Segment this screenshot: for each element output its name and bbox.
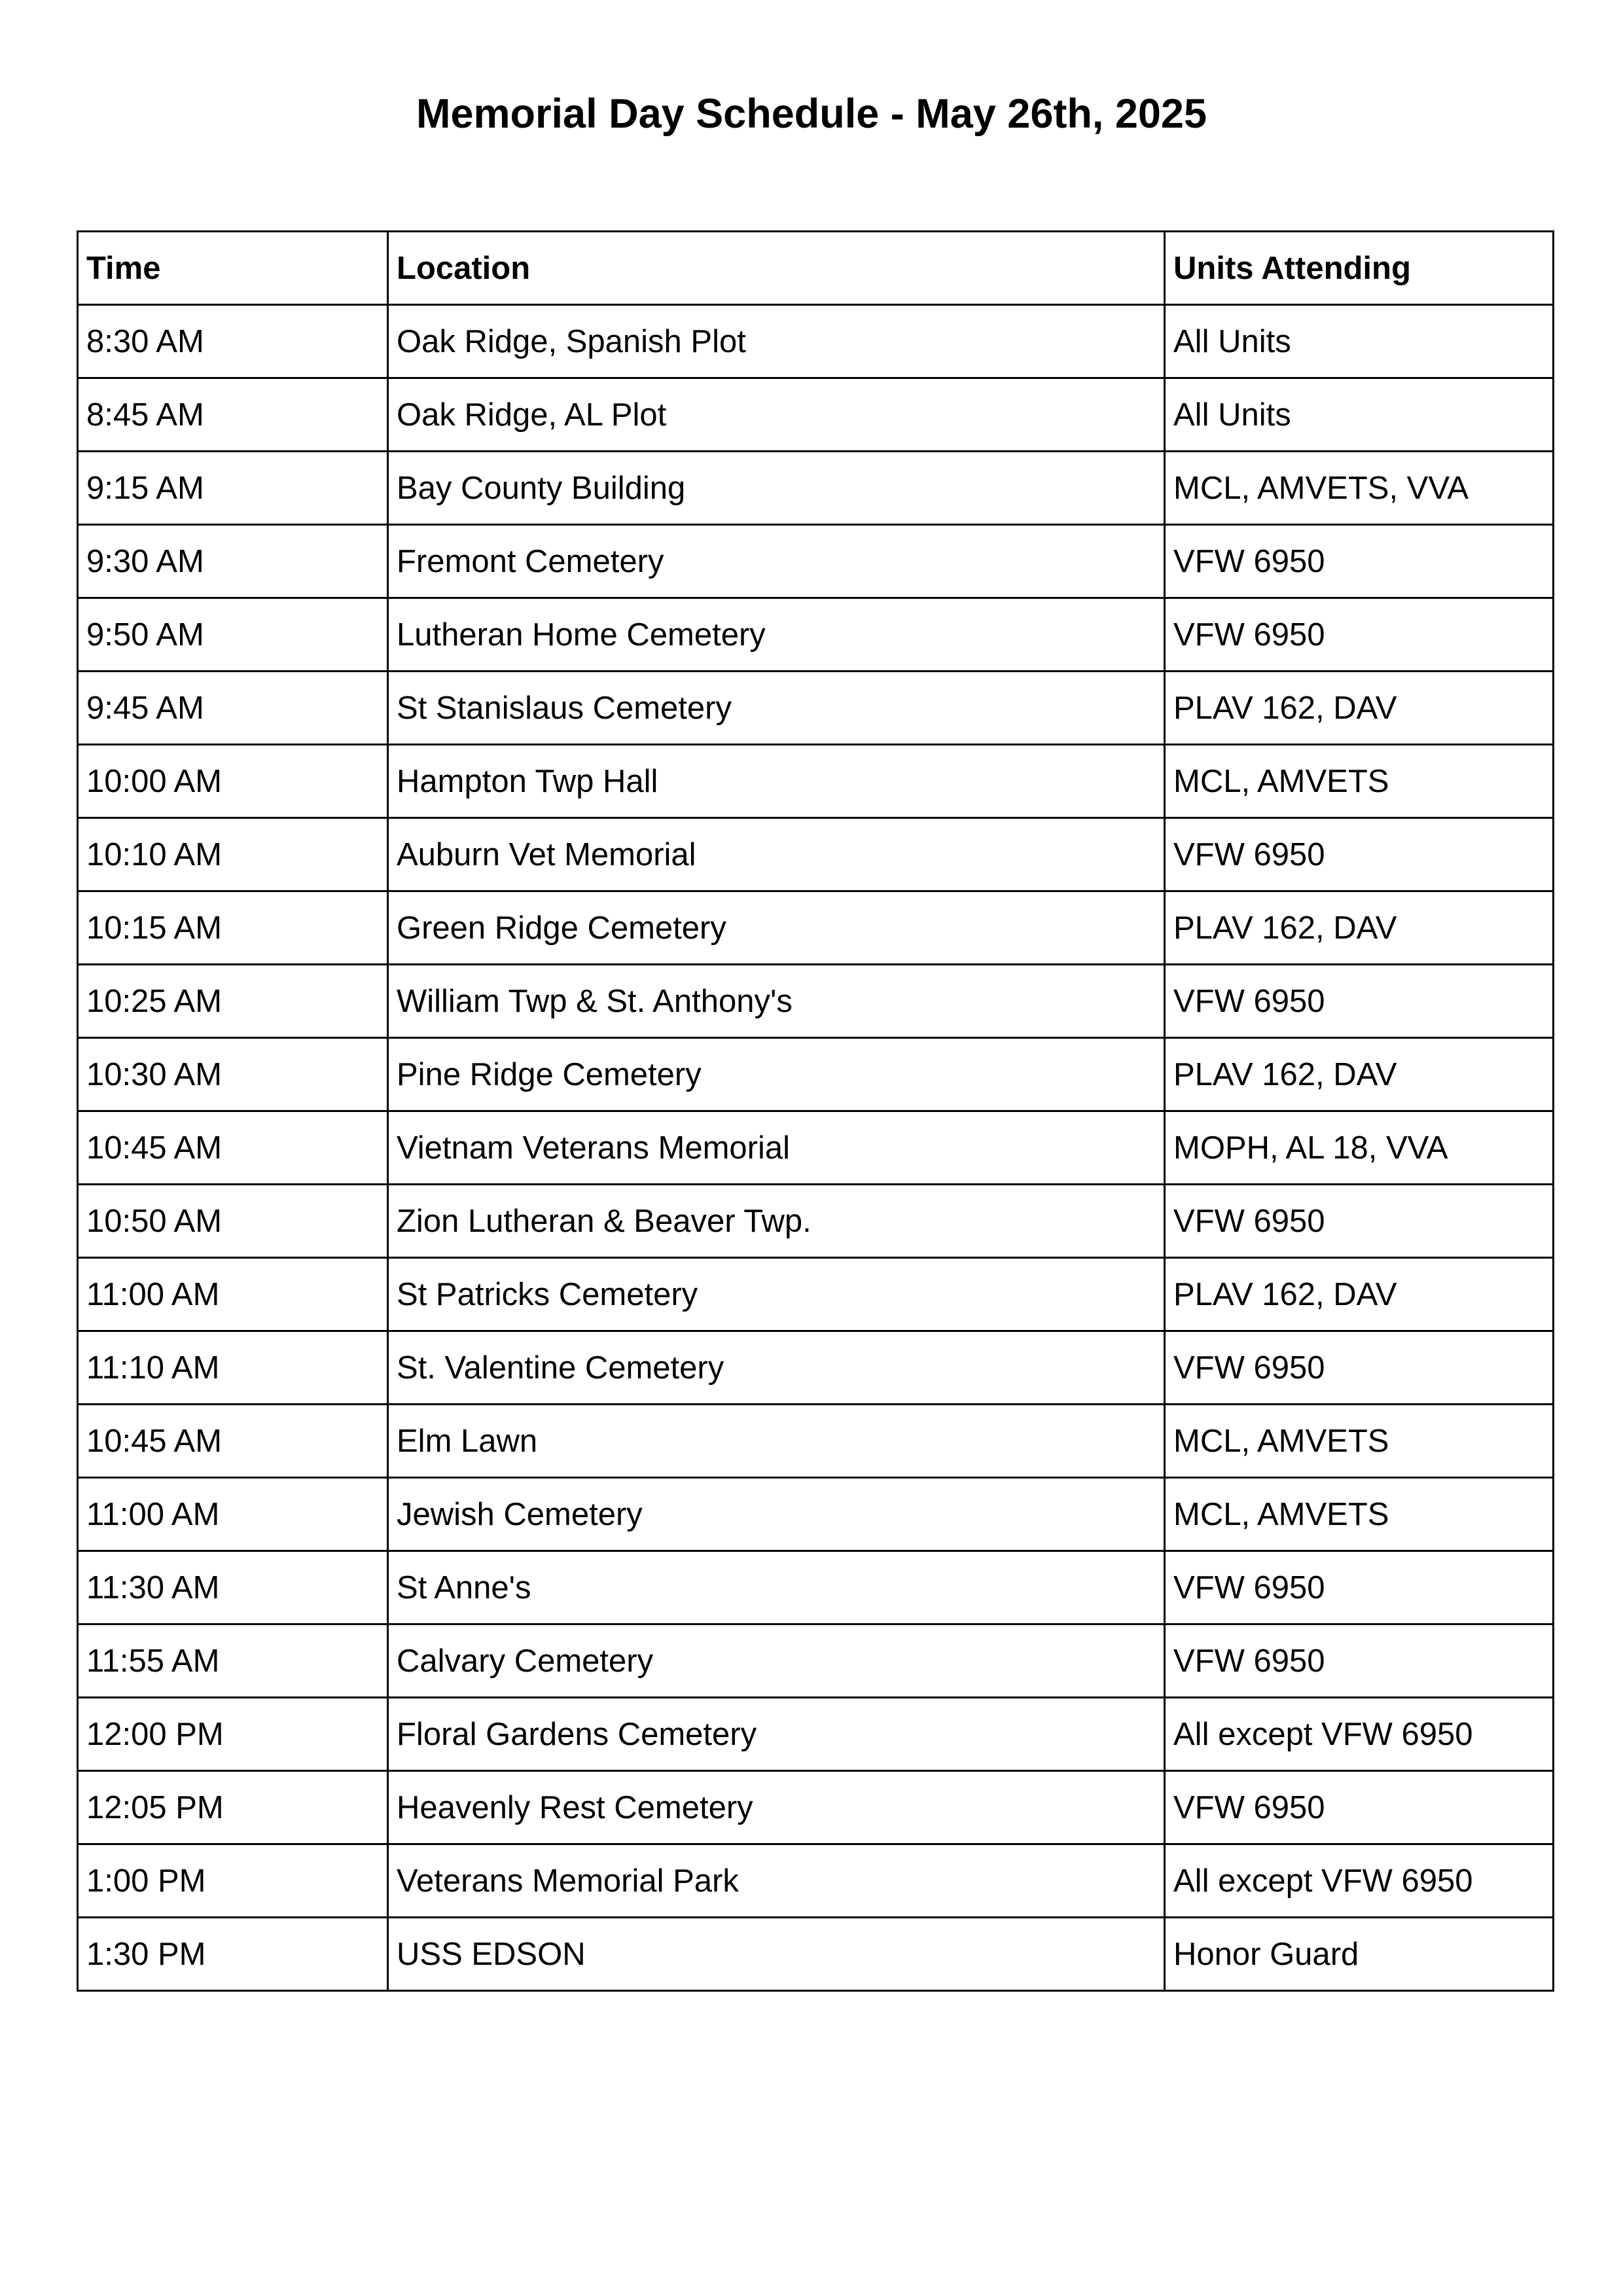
location-cell: Bay County Building	[388, 452, 1165, 525]
table-row	[78, 891, 1554, 965]
units-cell: MCL, AMVETS, VVA	[1165, 452, 1554, 525]
time-cell: 1:00 PM	[78, 1844, 388, 1918]
location-cell: Hampton Twp Hall	[388, 745, 1165, 818]
time-cell: 12:00 PM	[78, 1698, 388, 1771]
units-cell: All Units	[1165, 305, 1554, 378]
units-cell: VFW 6950	[1165, 1771, 1554, 1844]
time-cell: 10:25 AM	[78, 965, 388, 1038]
table-row	[78, 1771, 1554, 1844]
units-cell: VFW 6950	[1165, 1185, 1554, 1258]
units-cell: VFW 6950	[1165, 598, 1554, 672]
table-row	[78, 1624, 1554, 1698]
table-row	[78, 818, 1554, 891]
location-cell: Lutheran Home Cemetery	[388, 598, 1165, 672]
units-cell: All except VFW 6950	[1165, 1698, 1554, 1771]
table-row	[78, 1918, 1554, 1991]
table-row	[78, 1185, 1554, 1258]
units-cell: MCL, AMVETS	[1165, 745, 1554, 818]
units-cell: All Units	[1165, 378, 1554, 452]
table-row	[78, 672, 1554, 745]
location-cell: Floral Gardens Cemetery	[388, 1698, 1165, 1771]
table-row	[78, 598, 1554, 672]
table-row	[78, 1111, 1554, 1185]
column-header-units-attending: Units Attending	[1165, 232, 1554, 305]
location-cell: Oak Ridge, Spanish Plot	[388, 305, 1165, 378]
time-cell: 9:30 AM	[78, 525, 388, 598]
location-cell: Fremont Cemetery	[388, 525, 1165, 598]
units-cell: MOPH, AL 18, VVA	[1165, 1111, 1554, 1185]
location-cell: Zion Lutheran & Beaver Twp.	[388, 1185, 1165, 1258]
table-header-row	[78, 232, 1554, 305]
units-cell: MCL, AMVETS	[1165, 1405, 1554, 1478]
location-cell: William Twp & St. Anthony's	[388, 965, 1165, 1038]
time-cell: 9:50 AM	[78, 598, 388, 672]
location-cell: Veterans Memorial Park	[388, 1844, 1165, 1918]
location-cell: Oak Ridge, AL Plot	[388, 378, 1165, 452]
column-header-location: Location	[388, 232, 1165, 305]
time-cell: 10:30 AM	[78, 1038, 388, 1111]
table-row	[78, 525, 1554, 598]
location-cell: USS EDSON	[388, 1918, 1165, 1991]
time-cell: 10:50 AM	[78, 1185, 388, 1258]
time-cell: 11:30 AM	[78, 1551, 388, 1624]
table-row	[78, 1038, 1554, 1111]
units-cell: PLAV 162, DAV	[1165, 1038, 1554, 1111]
location-cell: Vietnam Veterans Memorial	[388, 1111, 1165, 1185]
time-cell: 11:10 AM	[78, 1331, 388, 1405]
time-cell: 10:45 AM	[78, 1111, 388, 1185]
time-cell: 9:45 AM	[78, 672, 388, 745]
table-row	[78, 1478, 1554, 1551]
time-cell: 9:15 AM	[78, 452, 388, 525]
time-cell: 12:05 PM	[78, 1771, 388, 1844]
units-cell: VFW 6950	[1165, 1331, 1554, 1405]
location-cell: Calvary Cemetery	[388, 1624, 1165, 1698]
units-cell: VFW 6950	[1165, 1551, 1554, 1624]
location-cell: Pine Ridge Cemetery	[388, 1038, 1165, 1111]
time-cell: 11:00 AM	[78, 1478, 388, 1551]
units-cell: PLAV 162, DAV	[1165, 891, 1554, 965]
units-cell: All except VFW 6950	[1165, 1844, 1554, 1918]
time-cell: 8:30 AM	[78, 305, 388, 378]
table-row	[78, 378, 1554, 452]
units-cell: PLAV 162, DAV	[1165, 672, 1554, 745]
table-row	[78, 745, 1554, 818]
time-cell: 10:10 AM	[78, 818, 388, 891]
units-cell: Honor Guard	[1165, 1918, 1554, 1991]
table-row	[78, 1551, 1554, 1624]
time-cell: 11:00 AM	[78, 1258, 388, 1331]
time-cell: 11:55 AM	[78, 1624, 388, 1698]
location-cell: Green Ridge Cemetery	[388, 891, 1165, 965]
table-row	[78, 965, 1554, 1038]
units-cell: VFW 6950	[1165, 525, 1554, 598]
units-cell: VFW 6950	[1165, 818, 1554, 891]
column-header-time: Time	[78, 232, 388, 305]
time-cell: 8:45 AM	[78, 378, 388, 452]
time-cell: 10:00 AM	[78, 745, 388, 818]
table-row	[78, 1698, 1554, 1771]
time-cell: 10:15 AM	[78, 891, 388, 965]
units-cell: VFW 6950	[1165, 965, 1554, 1038]
schedule-table	[77, 230, 1554, 1992]
units-cell: MCL, AMVETS	[1165, 1478, 1554, 1551]
location-cell: St Patricks Cemetery	[388, 1258, 1165, 1331]
location-cell: Auburn Vet Memorial	[388, 818, 1165, 891]
location-cell: Jewish Cemetery	[388, 1478, 1165, 1551]
page-title: Memorial Day Schedule - May 26th, 2025	[416, 91, 1207, 137]
location-cell: St. Valentine Cemetery	[388, 1331, 1165, 1405]
table-row	[78, 1844, 1554, 1918]
table-row	[78, 452, 1554, 525]
table-row	[78, 1405, 1554, 1478]
schedule-body	[78, 305, 1554, 1991]
time-cell: 1:30 PM	[78, 1918, 388, 1991]
table-row	[78, 1331, 1554, 1405]
location-cell: St Anne's	[388, 1551, 1165, 1624]
location-cell: Elm Lawn	[388, 1405, 1165, 1478]
table-row	[78, 305, 1554, 378]
units-cell: PLAV 162, DAV	[1165, 1258, 1554, 1331]
units-cell: VFW 6950	[1165, 1624, 1554, 1698]
time-cell: 10:45 AM	[78, 1405, 388, 1478]
location-cell: Heavenly Rest Cemetery	[388, 1771, 1165, 1844]
table-row	[78, 1258, 1554, 1331]
location-cell: St Stanislaus Cemetery	[388, 672, 1165, 745]
